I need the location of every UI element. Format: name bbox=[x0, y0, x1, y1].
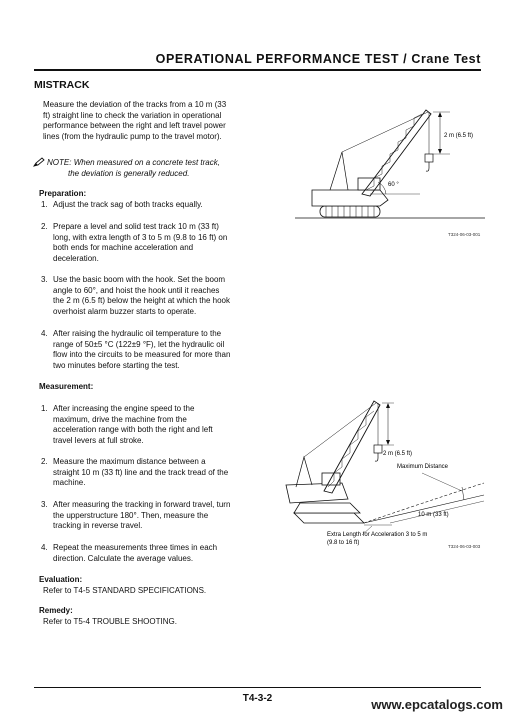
prep-item-3-num: 3. bbox=[41, 275, 48, 284]
meas-item-3: After measuring the tracking in forward travel, turn the upperstructure 180°. Then, measure the tracking in reverse travel. bbox=[53, 500, 231, 531]
fig1-id: T324-06-03-001 bbox=[448, 232, 481, 237]
prep-item-1: Adjust the track sag of both tracks equally. bbox=[53, 200, 203, 209]
pencil-note-icon bbox=[33, 157, 45, 167]
prep-item-3: Use the basic boom with the hook. Set the boom angle to 60°, and hoist the hook until it reaches the 2 m (6.5 ft) below the height at which the hook overhoist alarm buzzer starts to operate. bbox=[53, 275, 230, 316]
note-line-1: When measured on a concrete test track, bbox=[73, 158, 220, 167]
page-header-title: OPERATIONAL PERFORMANCE TEST / Crane Test bbox=[155, 52, 481, 66]
note-line-2: the deviation is generally reduced. bbox=[68, 168, 190, 178]
prep-item-4: After raising the hydraulic oil temperature to the range of 50±5 °C (122±9 °F), let the hydraulic oil flow into the circuits to be measured for more than two minutes before starting the test. bbox=[53, 329, 231, 370]
meas-item-1: After increasing the engine speed to the maximum, drive the machine from the acceleration range with both the right and left travel levers at full stroke. bbox=[53, 404, 213, 445]
fig2-id: T324-06-03-003 bbox=[448, 544, 481, 549]
prep-item-4-num: 4. bbox=[41, 329, 48, 338]
footer-rule bbox=[34, 687, 481, 688]
evaluation-text: Refer to T4-5 STANDARD SPECIFICATIONS. bbox=[43, 586, 207, 595]
prep-item-2: Prepare a level and solid test track 10 m (33 ft) long, with extra length of 3 to 5 m (9.8 to 16 ft) on both ends for machine acceleration and deceleration. bbox=[53, 222, 228, 263]
fig1-angle-label: 60 ° bbox=[388, 182, 399, 188]
remedy-text: Refer to T5-4 TROUBLE SHOOTING. bbox=[43, 617, 177, 626]
meas-item-4: Repeat the measurements three times in each direction. Calculate the average values. bbox=[53, 543, 218, 563]
fig1-height-label: 2 m (6.5 ft) bbox=[444, 133, 474, 139]
crane-mistrack-figure bbox=[272, 395, 497, 555]
fig2-height-label: 2 m (6.5 ft) bbox=[383, 451, 413, 457]
meas-item-2: Measure the maximum distance between a straight 10 m (33 ft) line and the track tread of the machine. bbox=[53, 457, 229, 488]
prep-item-2-num: 2. bbox=[41, 222, 48, 231]
fig2-track-label: 10 m (33 ft) bbox=[418, 512, 449, 518]
fig2-extra-label-1: Extra Length for Acceleration 3 to 5 m bbox=[327, 532, 428, 538]
prep-item-1-num: 1. bbox=[41, 200, 48, 209]
preparation-heading: Preparation: bbox=[39, 189, 87, 198]
crane-side-view-figure bbox=[290, 90, 490, 240]
note-block bbox=[47, 158, 220, 179]
page-number: T4-3-2 bbox=[242, 693, 273, 704]
meas-item-2-num: 2. bbox=[41, 457, 48, 466]
intro-paragraph: Measure the deviation of the tracks from a 10 m (33 ft) straight line to check the variation in operational performance between the right and left travel power lines (from the hydraulic pump to the travel motor). bbox=[43, 100, 227, 141]
meas-item-3-num: 3. bbox=[41, 500, 48, 509]
evaluation-heading: Evaluation: bbox=[39, 575, 83, 584]
header-rule bbox=[34, 69, 481, 71]
meas-item-1-num: 1. bbox=[41, 404, 48, 413]
note-label: NOTE: bbox=[47, 158, 72, 167]
fig2-max-distance-label: Maximum Distance bbox=[397, 464, 449, 470]
watermark-link[interactable]: www.epcatalogs.com bbox=[371, 697, 503, 712]
remedy-heading: Remedy: bbox=[39, 606, 73, 615]
measurement-heading: Measurement: bbox=[39, 382, 94, 391]
meas-item-4-num: 4. bbox=[41, 543, 48, 552]
fig2-extra-label-2: (9.8 to 16 ft) bbox=[327, 540, 360, 546]
section-title: MISTRACK bbox=[34, 79, 90, 91]
